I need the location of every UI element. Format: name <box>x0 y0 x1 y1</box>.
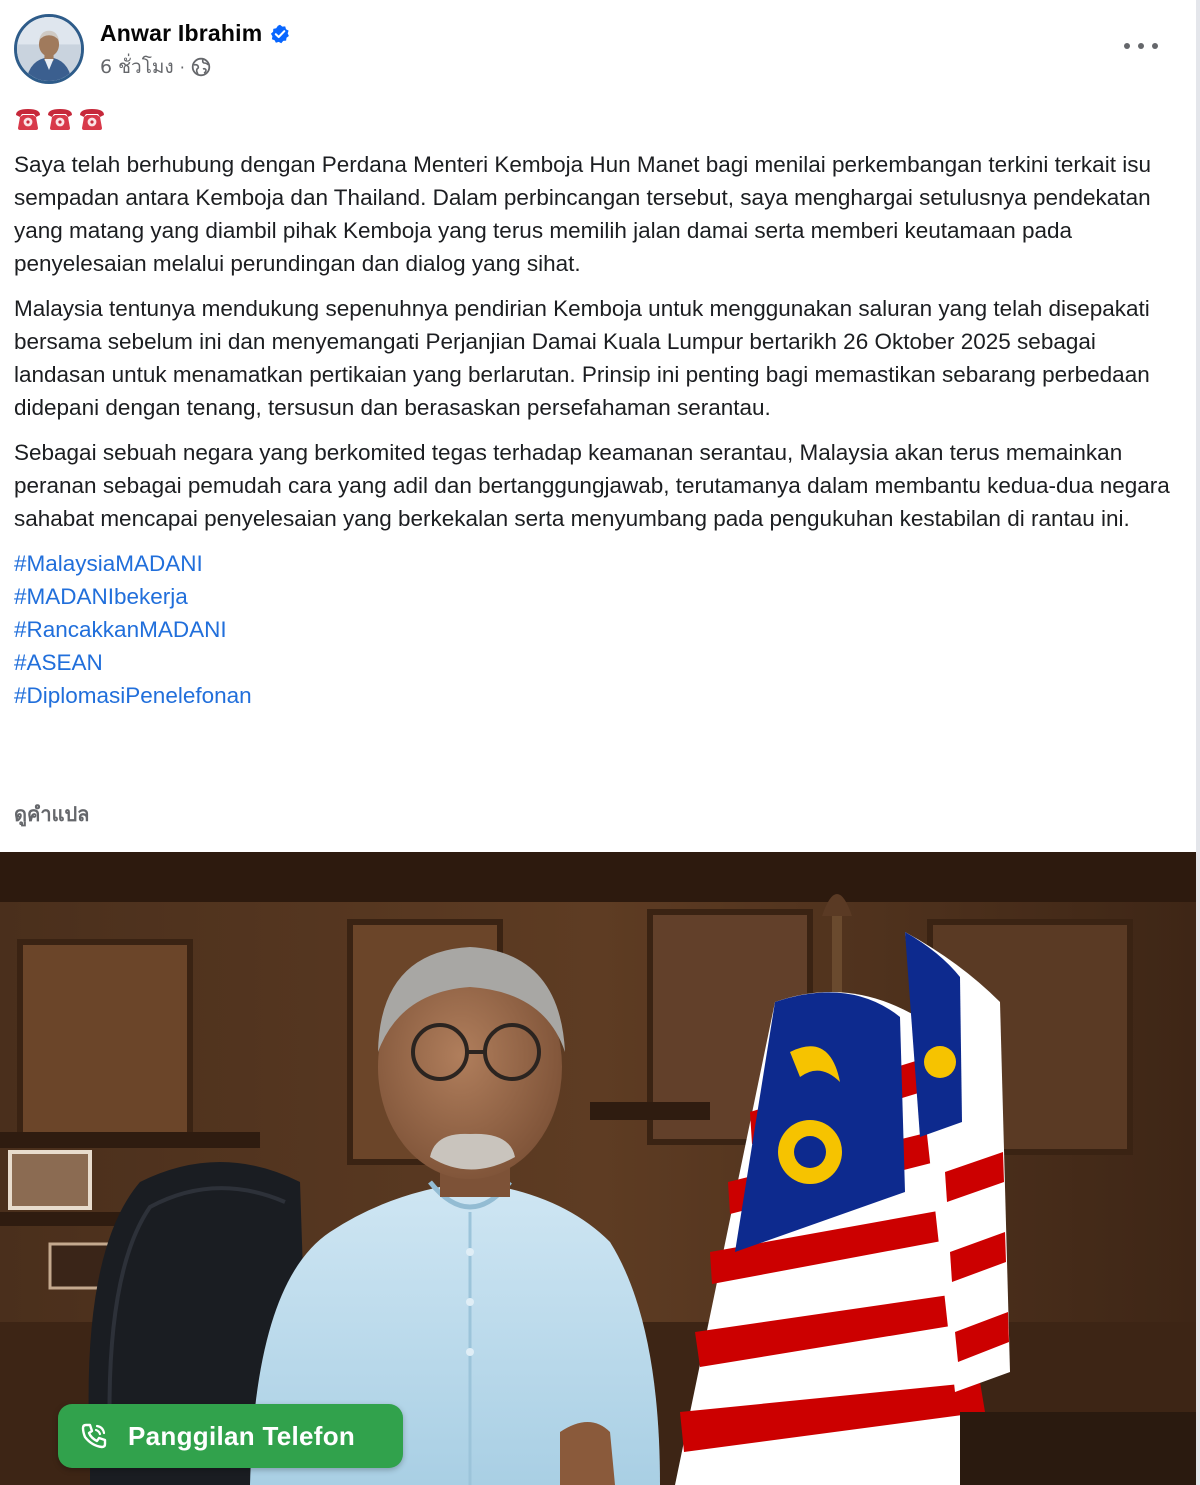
more-dot <box>1138 43 1144 49</box>
post-photo[interactable] <box>0 852 1196 1485</box>
telephone-icon <box>46 106 74 132</box>
post-paragraph: Sebagai sebuah negara yang berkomited tegas terhadap keamanan serantau, Malaysia akan terus memainkan peranan sebagai pemudah cara yang adil dan bertanggungjawab, terutamanya dalam membantu kedua-dua negara sahabat mencapai penyelesaian yang berkekalan serta menyumbang pada pengukuhan kestabilan di rantau ini. <box>14 440 1170 531</box>
hashtag-list <box>14 547 1174 712</box>
phone-call-label: Panggilan Telefon <box>128 1420 356 1451</box>
photo-image <box>0 852 1196 1485</box>
hashtag-link[interactable]: #ASEAN <box>14 650 103 675</box>
telephone-icon <box>78 106 106 132</box>
post-body <box>14 148 1174 712</box>
telephone-emoji-row <box>14 106 106 132</box>
phone-call-button[interactable] <box>58 1404 403 1468</box>
author-name[interactable]: Anwar Ibrahim <box>100 20 263 46</box>
hashtag-link[interactable]: #MADANIbekerja <box>14 584 188 609</box>
verified-badge-icon <box>270 24 290 44</box>
post-timestamp[interactable]: 6 ชั่วโมง <box>100 56 174 78</box>
hashtag-link[interactable]: #MalaysiaMADANI <box>14 551 203 576</box>
post-paragraph: Saya telah berhubung dengan Perdana Menteri Kemboja Hun Manet bagi menilai perkembangan terkini terkait isu sempadan antara Kemboja dan Thailand. Dalam perbincangan tersebut, saya menghargai setulusnya pendekatan yang matang yang diambil pihak Kemboja yang terus memilih jalan damai serta memberi keutamaan pada penyelesaian melalui perundingan dan dialog yang sihat. <box>14 152 1151 276</box>
globe-icon[interactable] <box>191 57 211 77</box>
avatar-image <box>17 17 81 81</box>
post-meta <box>100 52 211 82</box>
more-dot <box>1152 43 1158 49</box>
see-translation-link[interactable]: ดูคำแปล <box>14 802 90 826</box>
post-paragraph: Malaysia tentunya mendukung sepenuhnya pendirian Kemboja untuk menggunakan saluran yang telah disepakati bersama sebelum ini dan menyemangati Perjanjian Damai Kuala Lumpur bertarikh 26 Oktober 2025 sebagai landasan untuk menamatkan pertikaian yang berlarutan. Prinsip ini penting bagi memastikan sebarang perbedaan didepani dengan tenang, tersusun dan berasaskan persefahaman serantau. <box>14 296 1150 420</box>
post-header <box>14 14 1186 90</box>
more-options-icon[interactable] <box>1124 36 1158 56</box>
author-avatar[interactable] <box>14 14 84 84</box>
meta-separator: · <box>179 57 185 77</box>
telephone-icon <box>14 106 42 132</box>
author-row <box>100 20 290 47</box>
hashtag-link[interactable]: #RancakkanMADANI <box>14 617 227 642</box>
phone-call-icon <box>78 1420 110 1452</box>
hashtag-link[interactable]: #DiplomasiPenelefonan <box>14 683 252 708</box>
more-dot <box>1124 43 1130 49</box>
